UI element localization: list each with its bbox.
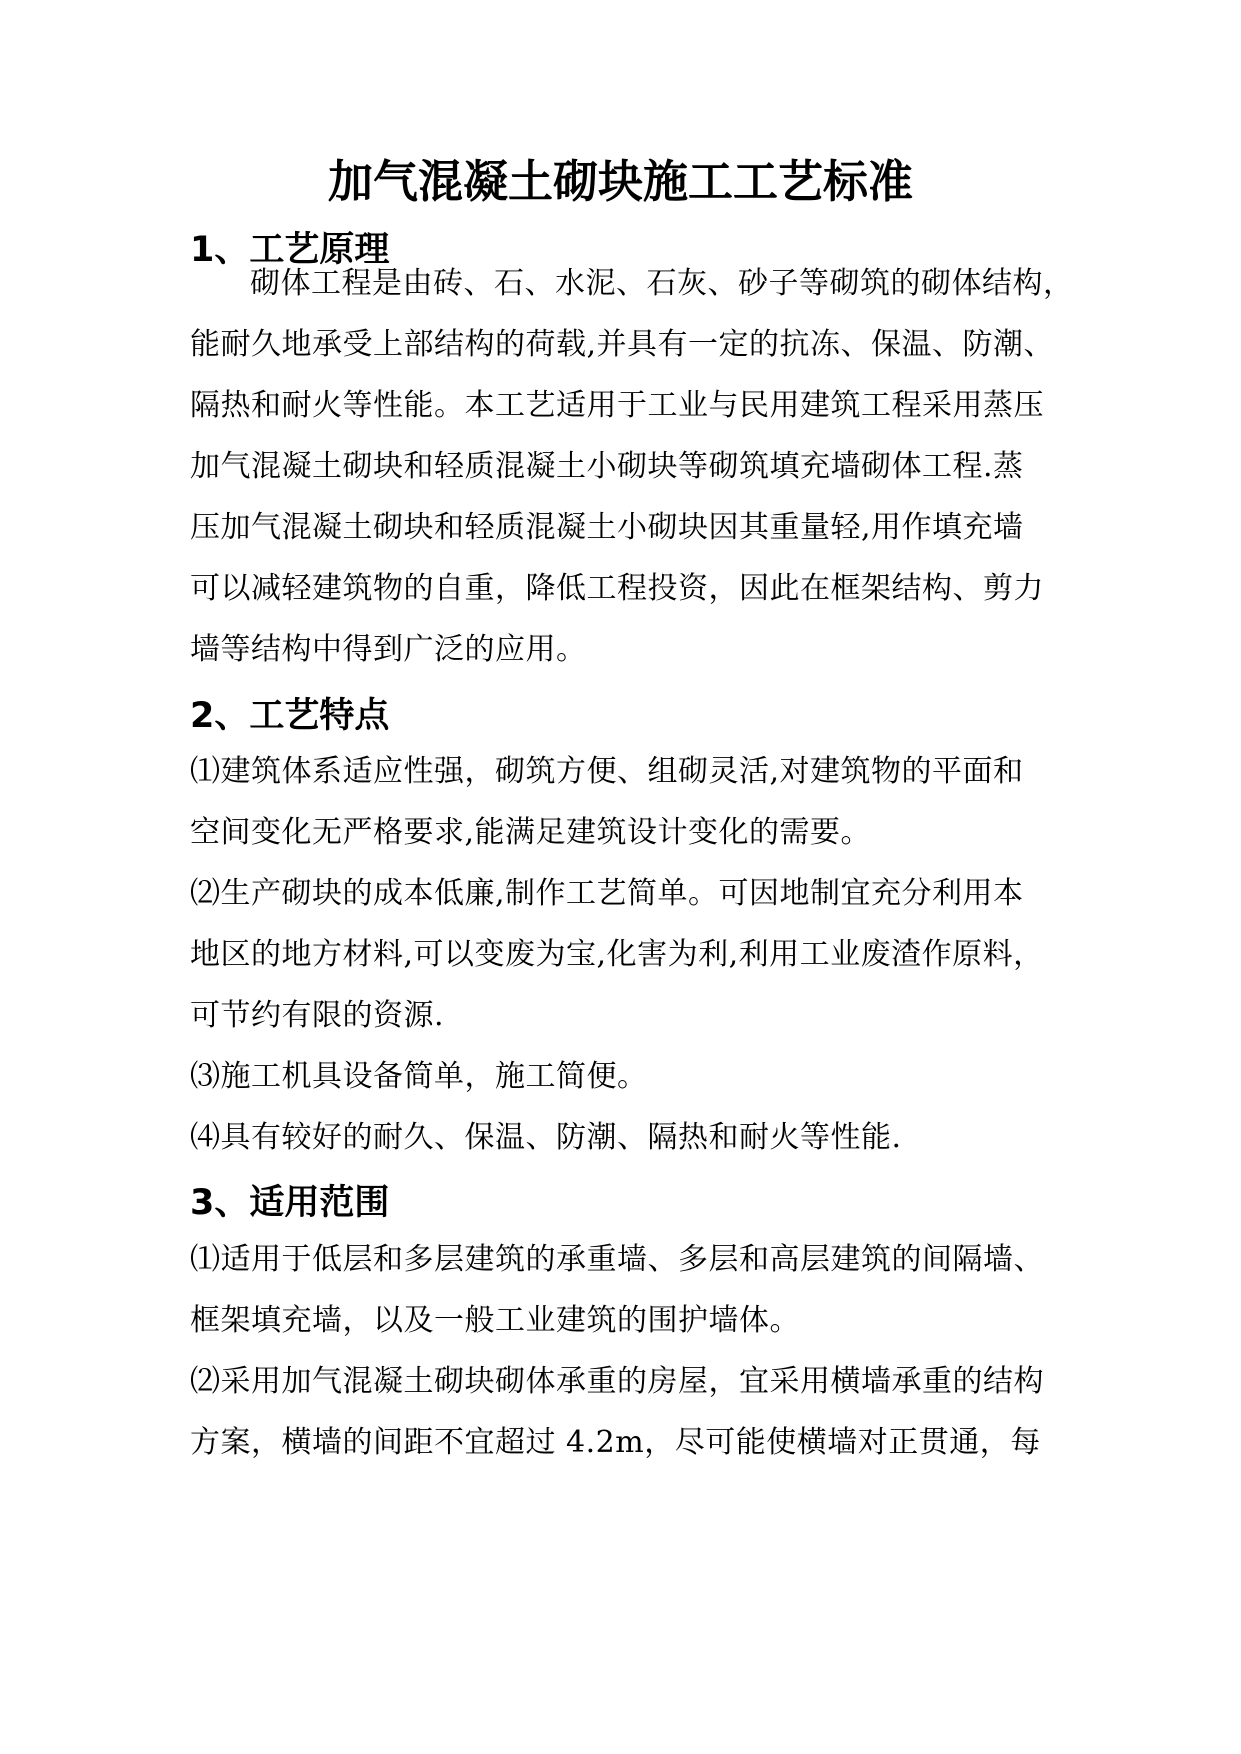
paragraph-line: 能耐久地承受上部结构的荷载,并具有一定的抗冻、保温、防潮、 (190, 327, 1055, 362)
list-item-line: 地区的地方材料,可以变废为宝,化害为利,利用工业废渣作原料， (190, 937, 1044, 972)
list-item-line: ⑶施工机具设备简单，施工简便。 (190, 1059, 648, 1094)
list-item-line: ⑷具有较好的耐久、保温、防潮、隔热和耐火等性能. (190, 1120, 902, 1155)
paragraph-line: 墙等结构中得到广泛的应用。 (190, 632, 587, 667)
section-heading-scope: 3、适用范围 (190, 1183, 390, 1223)
list-item-line: ⑴适用于低层和多层建筑的承重墙、多层和高层建筑的间隔墙、 (190, 1242, 1044, 1277)
document-title: 加气混凝土砌块施工工艺标准 (327, 155, 913, 208)
list-item-line: 方案，横墙的间距不宜超过 4.2m，尽可能使横墙对正贯通，每 (190, 1425, 1041, 1460)
paragraph-line: 加气混凝土砌块和轻质混凝土小砌块等砌筑填充墙砌体工程.蒸 (190, 449, 1024, 484)
list-item-line: ⑴建筑体系适应性强，砌筑方便、组砌灵活,对建筑物的平面和 (190, 754, 1024, 789)
paragraph-line: 可以减轻建筑物的自重，降低工程投资，因此在框架结构、剪力 (190, 571, 1044, 606)
list-item-line: 可节约有限的资源. (190, 998, 445, 1033)
list-item-line: ⑵采用加气混凝土砌块砌体承重的房屋，宜采用横墙承重的结构 (190, 1364, 1044, 1399)
paragraph-line: 隔热和耐火等性能。本工艺适用于工业与民用建筑工程采用蒸压 (190, 388, 1044, 423)
list-item-line: ⑵生产砌块的成本低廉,制作工艺简单。可因地制宜充分利用本 (190, 876, 1024, 911)
list-item-line: 空间变化无严格要求,能满足建筑设计变化的需要。 (190, 815, 872, 850)
paragraph-line: 压加气混凝土砌块和轻质混凝土小砌块因其重量轻,用作填充墙 (190, 510, 1024, 545)
list-item-line: 框架填充墙，以及一般工业建筑的围护墙体。 (190, 1303, 800, 1338)
section-heading-features: 2、工艺特点 (190, 696, 390, 736)
paragraph-line: 砌体工程是由砖、石、水泥、石灰、砂子等砌筑的砌体结构， (250, 266, 1074, 301)
section-heading-principle: 1、工艺原理 (190, 230, 390, 270)
